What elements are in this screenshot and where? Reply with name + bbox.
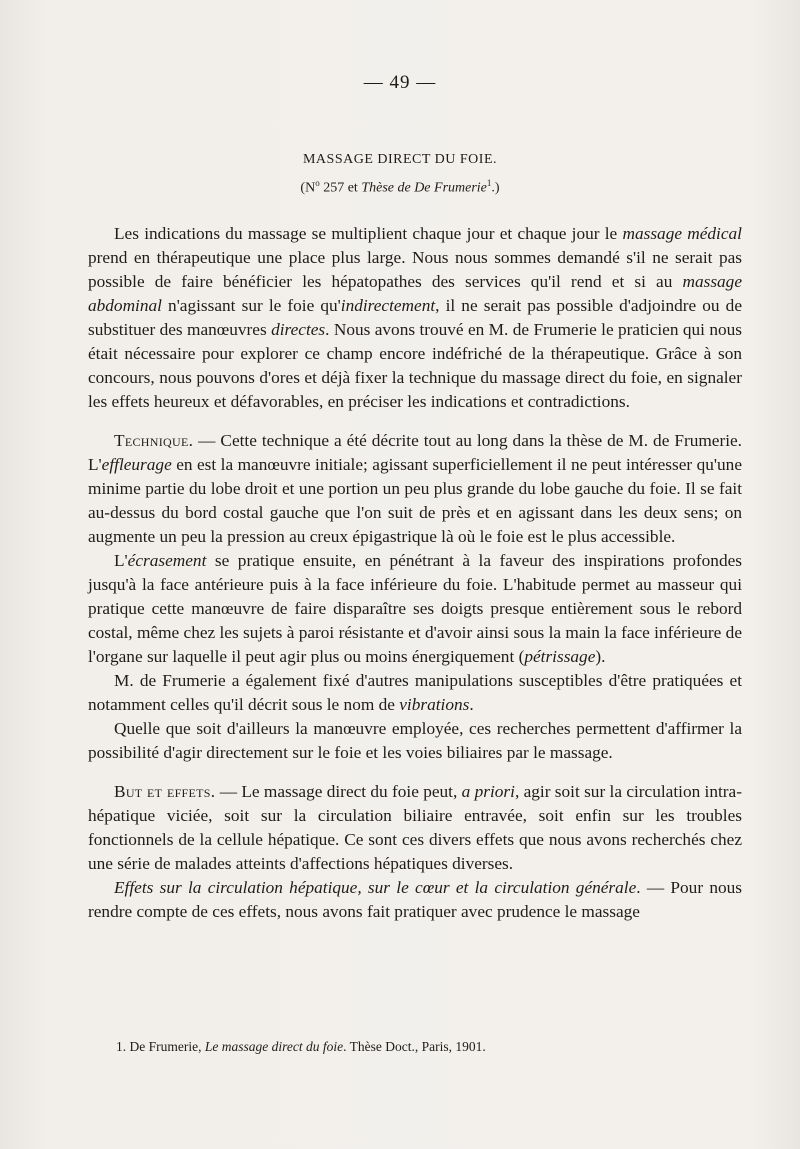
footnote: 1. De Frumerie, Le massage direct du foie. Thèse Doct., Paris, 1901. (116, 1039, 486, 1054)
section-title: MASSAGE DIRECT DU FOIE. (302, 152, 498, 167)
footnote-ref: 1 (486, 178, 492, 188)
subtitle-open: (N (300, 180, 316, 196)
section-subtitle (0, 178, 800, 197)
subtitle-sup: o (315, 178, 320, 188)
paragraph-conclusion: Quelle que soit d'ailleurs la manœuvre employée, ces recherches permettent d'affirmer la possibilité d'agir directement sur le foie et les voies biliaires par le massage. (88, 719, 742, 762)
subtitle-close: .) (491, 180, 500, 196)
page-number: — 49 — (363, 72, 437, 93)
heading-but-effets: But et effets. (114, 782, 216, 801)
heading-technique: Technique. (114, 431, 194, 450)
paragraph-but-effets: But et effets. — Le massage direct du foie peut, a priori, agir soit sur la circulation intra-hépatique viciée, soit sur la circulation biliaire entravée, soit enfin sur les troubles fonctionnels de la cellule hépatique. Ce sont ces divers effets que nous avons recherchés chez une série de malades atteints d'affections hépatiques diverses. (88, 782, 742, 873)
subtitle-thesis: Thèse de De Frumerie (361, 180, 487, 196)
paragraph-intro: Les indications du massage se multiplient chaque jour et chaque jour le massage médical prend en thérapeutique une place plus large. Nous nous sommes demandé s'il ne serait pas possible de faire bénéficier les hépatopathes des services qu'il rend et si au massage abdominal n'agissant sur le foie qu'indirectement, il ne serait pas possible d'adjoindre ou de substituer des manœuvres directes. Nous avons trouvé en M. de Frumerie le praticien qui nous était nécessaire pour explorer ce champ encore indéfriché de la thérapeutique. Grâce à son concours, nous pouvons d'ores et déjà fixer la technique du massage direct du foie, en signaler les effets heureux et défavorables, en préciser les indications et contradictions. (88, 224, 742, 411)
subtitle-number: 257 et (319, 180, 362, 196)
body-text (88, 222, 742, 924)
paragraph-ecrasement: L'écrasement se pratique ensuite, en pénétrant à la faveur des inspirations profondes jusqu'à la face antérieure puis à la face inférieure du foie. L'habitude permet au masseur qui pratique cette manœuvre de faire disparaître ses doigts presque entièrement sous le rebord costal, même chez les sujets à paroi résistante et d'avoir ainsi sous la main la face inférieure de l'organe sur laquelle il peut agir plus ou moins énergiquement (pétrissage). (88, 551, 742, 666)
paragraph-gap (88, 414, 742, 429)
paragraph-manipulations: M. de Frumerie a également fixé d'autres manipulations susceptibles d'être pratiquées et notamment celles qu'il décrit sous le nom de vibrations. (88, 671, 742, 714)
paragraph-effets-circulation: Effets sur la circulation hépatique, sur le cœur et la circulation générale. — Pour nous rendre compte de ces effets, nous avons fait pratiquer avec prudence le massage (88, 878, 743, 921)
paragraph-technique: Technique. — Cette technique a été décrite tout au long dans la thèse de M. de Frumerie. L'effleurage en est la manœuvre initiale; agissant superficiellement il ne peut intéresser qu'une minime partie du lobe droit et une portion un peu plus grande du lobe gauche du foie. Il se fait au-dessus du bord costal gauche que l'on suit de près et en agissant dans les deux sens; on augmente un peu la pression au creux épigastrique là où le foie est le plus accessible. (88, 431, 742, 546)
paragraph-gap (88, 765, 742, 780)
